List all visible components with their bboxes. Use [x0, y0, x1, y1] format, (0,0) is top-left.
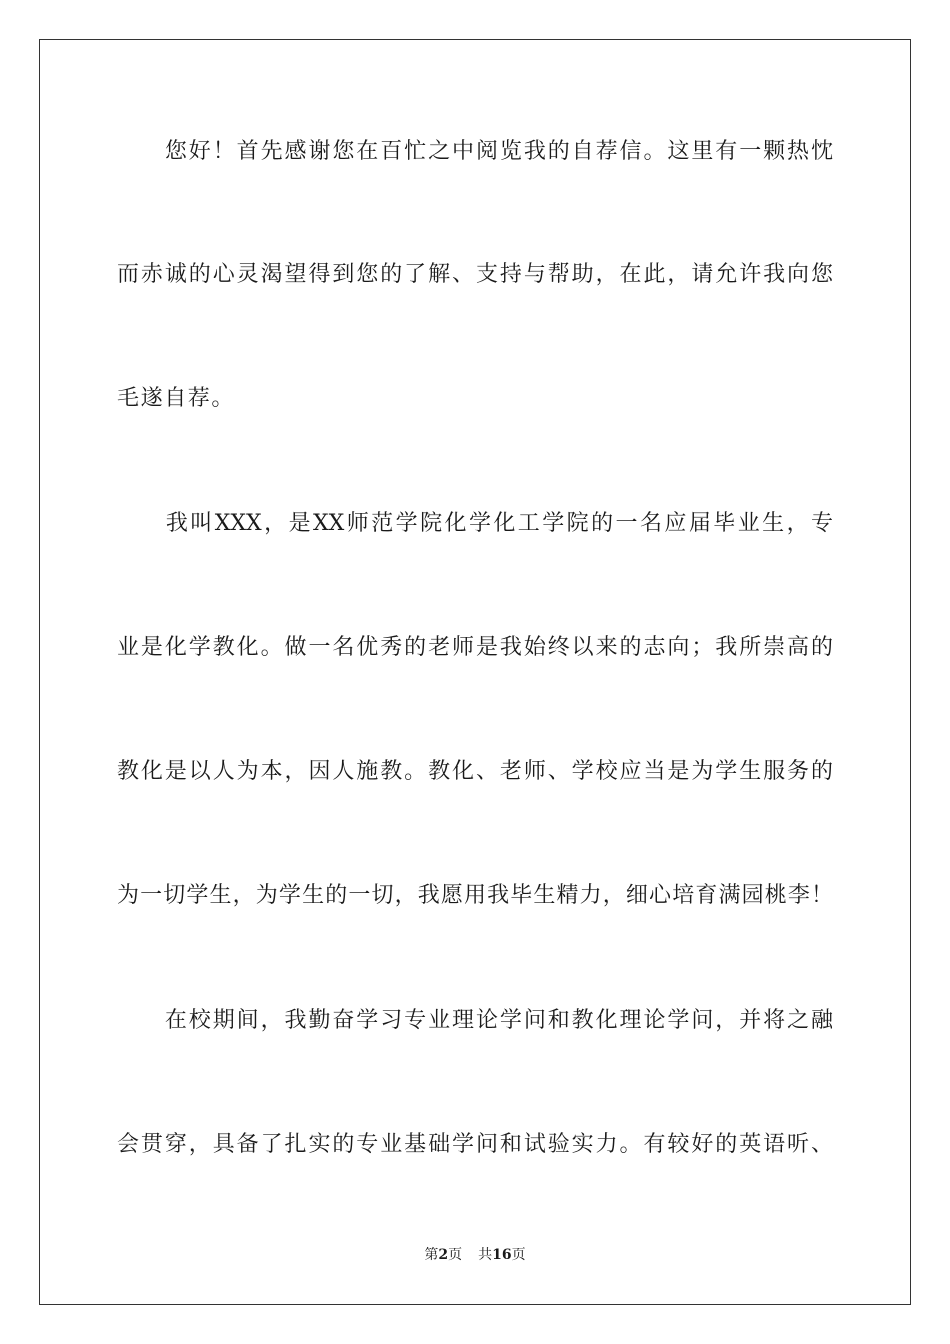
body-line: 为一切学生，为学生的一切，我愿用我毕生精力，细心培育满园桃李！: [117, 883, 833, 908]
page-footer: [0, 1245, 950, 1265]
total-page-count: 16: [492, 1247, 512, 1263]
total-label-suffix: 页: [511, 1247, 526, 1263]
total-label-prefix: 共: [478, 1247, 493, 1263]
body-line: 会贯穿，具备了扎实的专业基础学问和试验实力。有较好的英语听、: [117, 1132, 833, 1157]
page-label-suffix: 页: [448, 1247, 463, 1263]
body-line: 您好！首先感谢您在百忙之中阅览我的自荐信。这里有一颗热忱: [117, 139, 833, 164]
body-line: 我叫XXX，是XX师范学院化学化工学院的一名应届毕业生，专: [117, 511, 833, 536]
page-border: [39, 39, 911, 1305]
page-label-prefix: 第: [424, 1247, 439, 1263]
body-line: 在校期间，我勤奋学习专业理论学问和教化理论学问，并将之融: [117, 1008, 833, 1033]
body-line: 业是化学教化。做一名优秀的老师是我始终以来的志向；我所崇高的: [117, 635, 833, 660]
body-line: 教化是以人为本，因人施教。教化、老师、学校应当是为学生服务的: [117, 759, 833, 784]
body-line: 毛遂自荐。: [117, 386, 236, 411]
body-line: 而赤诚的心灵渴望得到您的了解、支持与帮助，在此，请允许我向您: [117, 262, 833, 287]
current-page-number: 2: [438, 1247, 449, 1263]
